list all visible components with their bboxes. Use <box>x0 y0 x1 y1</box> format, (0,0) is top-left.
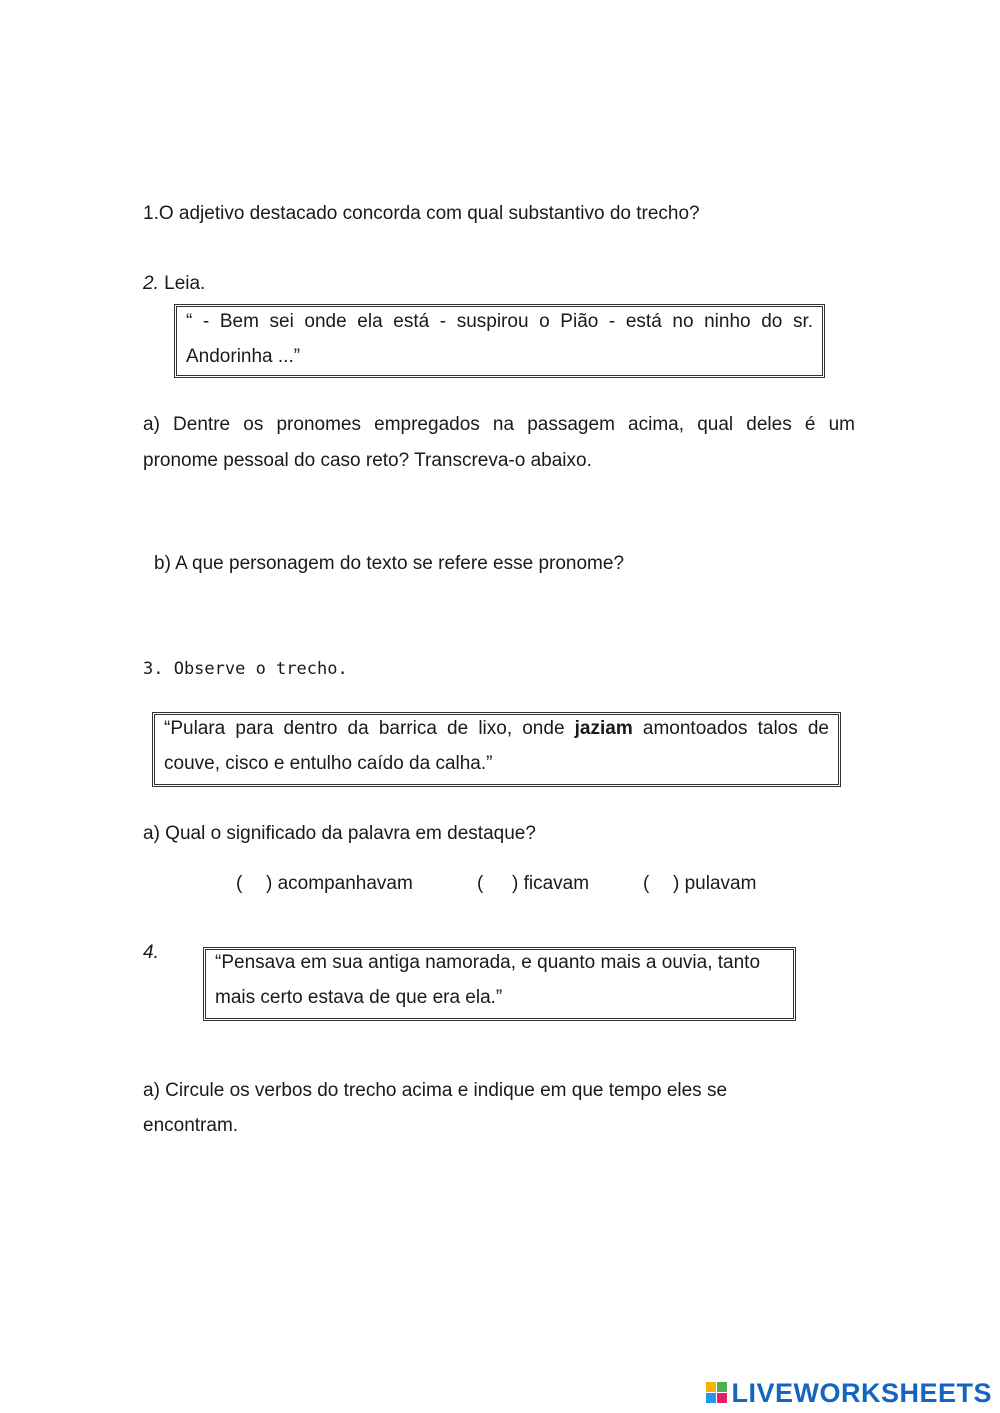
question-2-heading <box>143 273 205 295</box>
question-4a-line2: encontram. <box>143 1115 239 1136</box>
question-2-number: 2. <box>143 273 159 294</box>
question-2a-line2: pronome pessoal do caso reto? Transcreva-o abaixo. <box>143 450 592 471</box>
option-label: ) pulavam <box>673 873 757 894</box>
question-2b-text: b) A que personagem do texto se refere esse pronome? <box>154 553 625 574</box>
option-acompanhavam[interactable] <box>236 873 413 895</box>
quote-q2-line2: Andorinha ...” <box>186 346 301 367</box>
liveworksheets-logo-icon <box>706 1382 728 1404</box>
quote-box-q2 <box>174 304 825 378</box>
question-1-text: 1.O adjetivo destacado concorda com qual substantivo do trecho? <box>143 203 700 224</box>
question-3a-text: a) Qual o significado da palavra em destaque? <box>143 823 536 844</box>
quote-q4-line1: “Pensava em sua antiga namorada, e quanto mais a ouvia, tanto <box>215 952 761 973</box>
question-4-number: 4. <box>143 942 159 963</box>
option-checkbox[interactable]: ( <box>643 873 650 894</box>
quote-q4-line2: mais certo estava de que era ela.” <box>215 987 503 1008</box>
question-3-heading: 3. Observe o trecho. <box>143 659 348 679</box>
option-pulavam[interactable] <box>643 873 756 895</box>
option-ficavam[interactable] <box>477 873 589 895</box>
quote-q3-text-after: amontoados talos de <box>632 718 830 739</box>
option-checkbox[interactable]: ( <box>477 873 484 894</box>
quote-q2-line1: “ - Bem sei onde ela está - suspirou o Pião - está no ninho do sr. <box>186 311 813 332</box>
quote-q3-line2: couve, cisco e entulho caído da calha.” <box>164 753 493 774</box>
quote-q3-text-before: “Pulara para dentro da barrica de lixo, onde <box>164 718 575 739</box>
highlighted-word: jaziam <box>574 718 633 739</box>
option-checkbox[interactable]: ( <box>236 873 243 894</box>
question-4a-line1: a) Circule os verbos do trecho acima e indique em que tempo eles se <box>143 1080 728 1101</box>
quote-q3-line1 <box>164 718 829 740</box>
liveworksheets-logo <box>706 1379 992 1407</box>
option-label: ) ficavam <box>512 873 590 894</box>
question-2-label: Leia. <box>158 273 206 294</box>
quote-box-q4 <box>203 947 796 1021</box>
liveworksheets-logo-text: LIVEWORKSHEETS <box>731 1377 992 1408</box>
option-label: ) acompanhavam <box>266 873 413 894</box>
quote-box-q3 <box>152 712 841 787</box>
question-2a-line1: a) Dentre os pronomes empregados na passagem acima, qual deles é um <box>143 414 855 435</box>
